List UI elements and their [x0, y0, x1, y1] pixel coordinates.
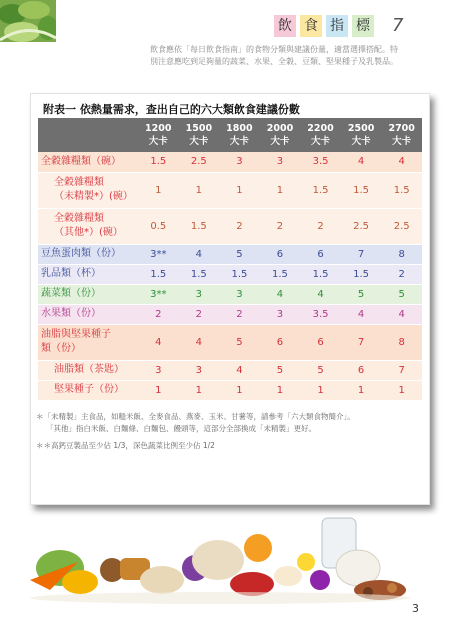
- heading-char: 食: [300, 15, 322, 37]
- food-group-label: 油脂類（茶匙）: [38, 360, 138, 380]
- calorie-header: 2500 大卡: [341, 118, 382, 152]
- food-group-label: 水果類（份）: [38, 304, 138, 324]
- serving-value-cell: 1: [341, 380, 382, 400]
- heading-number: 7: [392, 15, 404, 36]
- serving-value-cell: 2: [179, 304, 220, 324]
- serving-value-cell: 7: [341, 244, 382, 264]
- food-group-row: [38, 284, 422, 304]
- serving-value-cell: 1.5: [300, 264, 341, 284]
- serving-value-cell: 3: [138, 360, 179, 380]
- footnote-line: ＊＊高鈣豆製品至少佔 1/3，深色蔬菜比例至少佔 1/2: [36, 441, 215, 450]
- calorie-header: 2700 大卡: [381, 118, 422, 152]
- calorie-header-row: [38, 118, 422, 152]
- food-group-row: [38, 360, 422, 380]
- serving-value-cell: 4: [381, 304, 422, 324]
- serving-table: [38, 118, 422, 401]
- serving-value-cell: 4: [219, 360, 260, 380]
- food-group-row: [38, 324, 422, 360]
- serving-value-cell: 6: [300, 324, 341, 360]
- food-group-label: 豆魚蛋肉類（份）: [38, 244, 138, 264]
- serving-value-cell: 2: [219, 304, 260, 324]
- serving-value-cell: 1: [219, 172, 260, 208]
- page-number: 3: [412, 602, 419, 615]
- serving-value-cell: 8: [381, 324, 422, 360]
- intro-line: 飲食應依「每日飲食指南」的食物分類與建議份量，適當選擇搭配。特: [150, 45, 398, 54]
- serving-value-cell: 1: [219, 380, 260, 400]
- serving-value-cell: 2.5: [341, 208, 382, 244]
- serving-value-cell: 1: [300, 380, 341, 400]
- serving-value-cell: 1: [138, 380, 179, 400]
- serving-value-cell: 3: [260, 304, 301, 324]
- serving-value-cell: 5: [219, 244, 260, 264]
- serving-value-cell: 1.5: [341, 264, 382, 284]
- food-group-row: [38, 304, 422, 324]
- table-title: 附表一 依熱量需求，查出自己的六大類飲食建議份數: [43, 103, 300, 116]
- footnotes: [36, 411, 416, 452]
- serving-value-cell: 4: [341, 152, 382, 172]
- heading-char: 飲: [274, 15, 296, 37]
- food-group-label: 全穀雜糧類（碗）: [38, 152, 138, 172]
- serving-value-cell: 3: [219, 152, 260, 172]
- food-group-label: 堅果種子（份）: [38, 380, 138, 400]
- calorie-header: 2200 大卡: [300, 118, 341, 152]
- serving-value-cell: 3.5: [300, 152, 341, 172]
- serving-value-cell: 3: [219, 284, 260, 304]
- serving-value-cell: 5: [300, 360, 341, 380]
- serving-value-cell: 4: [138, 324, 179, 360]
- serving-value-cell: 2: [260, 208, 301, 244]
- serving-value-cell: 1: [179, 172, 220, 208]
- serving-value-cell: 1.5: [300, 172, 341, 208]
- serving-value-cell: 5: [381, 284, 422, 304]
- serving-value-cell: 1.5: [138, 264, 179, 284]
- header-corner: [38, 118, 138, 152]
- food-group-label: 蔬菜類（份）: [38, 284, 138, 304]
- serving-value-cell: 1.5: [179, 264, 220, 284]
- serving-value-cell: 5: [341, 284, 382, 304]
- food-group-label: 全穀雜糧類 （未精製*）(碗）: [38, 172, 138, 208]
- serving-value-cell: 3.5: [300, 304, 341, 324]
- food-group-row: [38, 380, 422, 400]
- serving-value-cell: 1.5: [179, 208, 220, 244]
- serving-table-body: [38, 152, 422, 400]
- serving-value-cell: 6: [260, 324, 301, 360]
- serving-value-cell: 3: [260, 152, 301, 172]
- heading-char: 指: [326, 15, 348, 37]
- serving-value-cell: 4: [381, 152, 422, 172]
- food-group-row: [38, 208, 422, 244]
- serving-value-cell: 1: [381, 380, 422, 400]
- vegetable-banner-image: [0, 0, 56, 42]
- intro-text: [150, 44, 430, 68]
- calorie-header: 1500 大卡: [179, 118, 220, 152]
- serving-value-cell: 2.5: [179, 152, 220, 172]
- serving-value-cell: 2: [219, 208, 260, 244]
- serving-value-cell: 0.5: [138, 208, 179, 244]
- food-illustration: [20, 510, 415, 605]
- serving-value-cell: 1: [260, 172, 301, 208]
- intro-line: 別注意應吃到足夠量的蔬菜、水果、全穀、豆類、堅果種子及乳製品。: [150, 57, 398, 66]
- serving-value-cell: 4: [179, 244, 220, 264]
- serving-value-cell: 5: [260, 360, 301, 380]
- serving-value-cell: 2: [138, 304, 179, 324]
- serving-value-cell: 3: [179, 360, 220, 380]
- serving-value-cell: 4: [179, 324, 220, 360]
- food-group-row: [38, 244, 422, 264]
- food-group-row: [38, 264, 422, 284]
- food-group-label: 乳品類（杯）: [38, 264, 138, 284]
- serving-value-cell: 6: [300, 244, 341, 264]
- food-group-row: [38, 172, 422, 208]
- serving-value-cell: 3**: [138, 284, 179, 304]
- section-heading: [274, 15, 403, 37]
- serving-value-cell: 8: [381, 244, 422, 264]
- serving-value-cell: 1.5: [341, 172, 382, 208]
- serving-value-cell: 7: [381, 360, 422, 380]
- food-group-row: [38, 152, 422, 172]
- serving-value-cell: 3: [179, 284, 220, 304]
- serving-value-cell: 2: [300, 208, 341, 244]
- serving-value-cell: 1: [179, 380, 220, 400]
- serving-value-cell: 4: [341, 304, 382, 324]
- footnote-line: 「其他」指白米飯、白麵條、白麵包、饅頭等，這部分全部換成「未精製」更好。: [46, 424, 316, 433]
- calorie-header: 1800 大卡: [219, 118, 260, 152]
- serving-value-cell: 7: [341, 324, 382, 360]
- serving-value-cell: 1: [260, 380, 301, 400]
- serving-value-cell: 4: [300, 284, 341, 304]
- serving-value-cell: 1.5: [219, 264, 260, 284]
- serving-value-cell: 1: [138, 172, 179, 208]
- serving-value-cell: 1.5: [260, 264, 301, 284]
- food-group-label: 全穀雜糧類 （其他*）(碗）: [38, 208, 138, 244]
- serving-value-cell: 6: [341, 360, 382, 380]
- serving-value-cell: 4: [260, 284, 301, 304]
- calorie-header: 1200 大卡: [138, 118, 179, 152]
- serving-value-cell: 1.5: [138, 152, 179, 172]
- serving-value-cell: 2: [381, 264, 422, 284]
- footnote-line: ＊「未精製」主食品，如糙米飯、全麥食品、燕麥、玉米、甘薯等，請參考「六大類食物簡介」。: [36, 412, 355, 421]
- calorie-header: 2000 大卡: [260, 118, 301, 152]
- serving-value-cell: 5: [219, 324, 260, 360]
- serving-value-cell: 1.5: [381, 172, 422, 208]
- food-group-label: 油脂與堅果種子 類（份）: [38, 324, 138, 360]
- serving-value-cell: 6: [260, 244, 301, 264]
- heading-char: 標: [352, 15, 374, 37]
- serving-value-cell: 2.5: [381, 208, 422, 244]
- serving-value-cell: 3**: [138, 244, 179, 264]
